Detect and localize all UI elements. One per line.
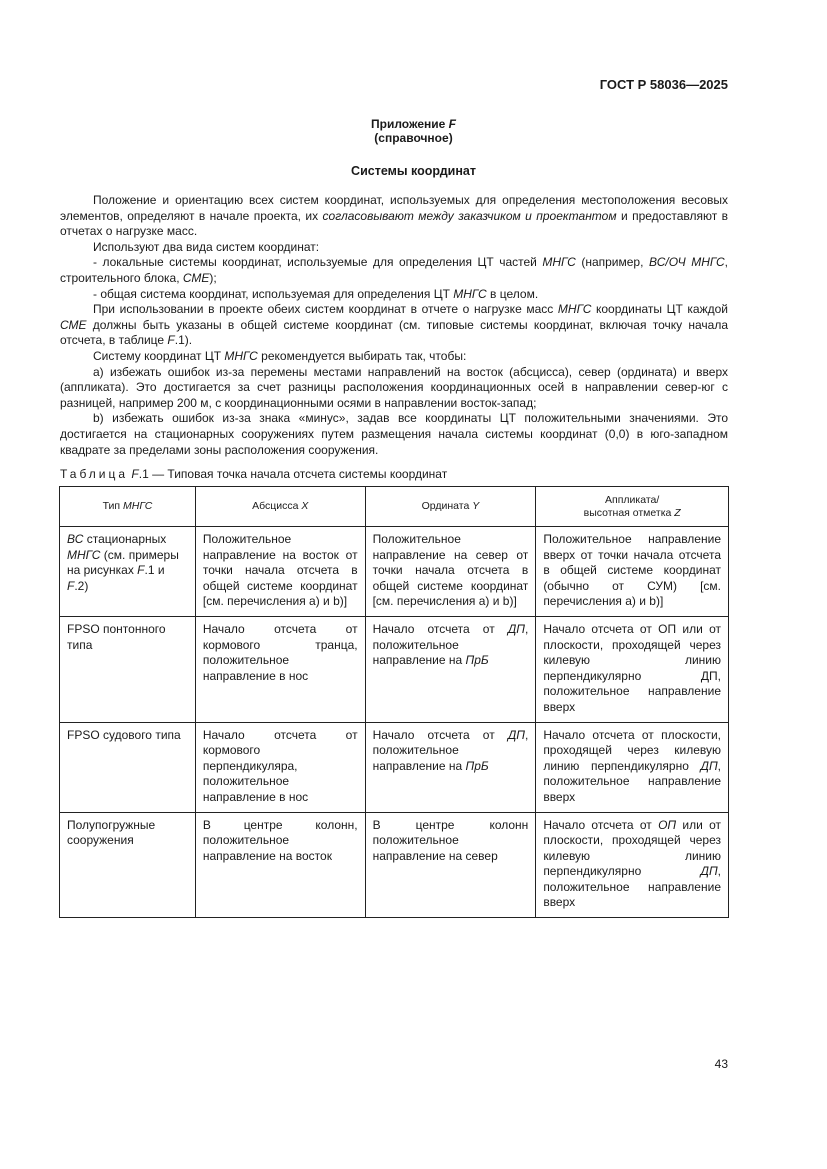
list-item: a) избежать ошибок из-за перемены местами направлений на восток (абсцисса), север (ордината) и вверх (аппликата). Это достигается за счет разницы расположения координационных осей в направлении север-юг с разницей, например 200 м, с координационными осями в направлении восток-запад; — [60, 364, 728, 410]
table-cell: Начало отсчета от ОП или от плоскости, проходящей через килевую линию перпендикулярно ДП, положительное направление вверх — [536, 616, 729, 722]
table-cell: ВС стационарных МНГС (см. примеры на рисунках F.1 и F.2) — [60, 527, 196, 617]
body-text — [60, 193, 728, 458]
table-cell: FPSO понтонного типа — [60, 616, 196, 722]
table-cell: Начало отсчета от кормового перпендикуляра, положительное направление в нос — [195, 722, 365, 812]
appendix-title: Приложение F — [371, 117, 456, 131]
paragraph: При использовании в проекте обеих систем координат в отчете о нагрузке масс МНГС координаты ЦТ каждой СМЕ должны быть указаны в общей системе координат (см. типовые системы координат, включая точку начала отсчета, в таблице F.1). — [60, 302, 729, 348]
table-cell: Начало отсчета от ДП, положительное направление на ПрБ — [365, 722, 536, 812]
table-cell: Начало отсчета от ОП или от плоскости, проходящей через килевую линию перпендикулярно ДП, положительное направление вверх — [536, 812, 729, 918]
table-cell: В центре колонн, положительное направление на восток — [195, 812, 365, 918]
table-caption: Таблица F.1 — Типовая точка начала отсчета системы координат — [60, 467, 448, 481]
table-cell: Положительное направление на север от точки начала отсчета в общей системе координат [см. перечисления a) и b)] — [365, 527, 536, 617]
table-cell: Начало отсчета от кормового транца, положительное направление в нос — [195, 616, 365, 722]
table-row — [60, 616, 729, 722]
page-number: 43 — [714, 1057, 728, 1071]
section-title: Системы координат — [351, 164, 476, 178]
list-item: - локальные системы координат, используемые для определения ЦТ частей МНГС (например, ВС/ОЧ МНГС, строительного блока, СМЕ); — [60, 255, 729, 285]
paragraph: Используют два вида систем координат: — [93, 239, 320, 254]
column-header-ordinate: Ордината Y — [365, 487, 536, 527]
table-cell: Положительное направление вверх от точки начала отсчета в общей системе координат (обычно от СУМ) [см. перечисления a) и b)] — [536, 527, 729, 617]
column-header-type: Тип МНГС — [60, 487, 196, 527]
paragraph: Положение и ориентацию всех систем координат, используемых для определения местоположения весовых элементов, определяют в начале проекта, их согласовывают между заказчиком и проектантом и предоставляют в отчетах о нагрузке масс. — [60, 193, 728, 239]
table-cell: Начало отсчета от плоскости, проходящей через килевую линию перпендикулярно ДП, положительное направление вверх — [536, 722, 729, 812]
standard-number: ГОСТ Р 58036—2025 — [599, 77, 728, 92]
list-item: - общая система координат, используемая для определения ЦТ МНГС в целом. — [93, 286, 539, 301]
column-header-abscissa: Абсцисса X — [195, 487, 365, 527]
table-row — [60, 812, 729, 918]
table-cell: Начало отсчета от ДП, положительное направление на ПрБ — [365, 616, 536, 722]
table-cell: FPSO судового типа — [60, 722, 196, 812]
appendix-heading — [0, 117, 827, 145]
paragraph: Систему координат ЦТ МНГС рекомендуется выбирать так, чтобы: — [93, 348, 467, 363]
table-row — [60, 527, 729, 617]
appendix-type: (справочное) — [374, 131, 453, 145]
coordinate-origin-table — [59, 486, 729, 918]
table-row — [60, 722, 729, 812]
list-item: b) избежать ошибок из-за знака «минус», задав все координаты ЦТ положительными значениями. Это достигается на стационарных сооружениях путем размещения начала системы координат (0,0) в юго-западном квадрате за пределами зоны расположения сооружения. — [60, 411, 728, 457]
table-cell: В центре колонн положительное направление на север — [365, 812, 536, 918]
table-header-row — [60, 487, 729, 527]
column-header-applicate: Аппликата/ высотная отметка Z — [536, 487, 729, 527]
table-cell: Полупогружные сооружения — [60, 812, 196, 918]
table-cell: Положительное направление на восток от точки начала отсчета в общей системе координат [см. перечисления a) и b)] — [195, 527, 365, 617]
